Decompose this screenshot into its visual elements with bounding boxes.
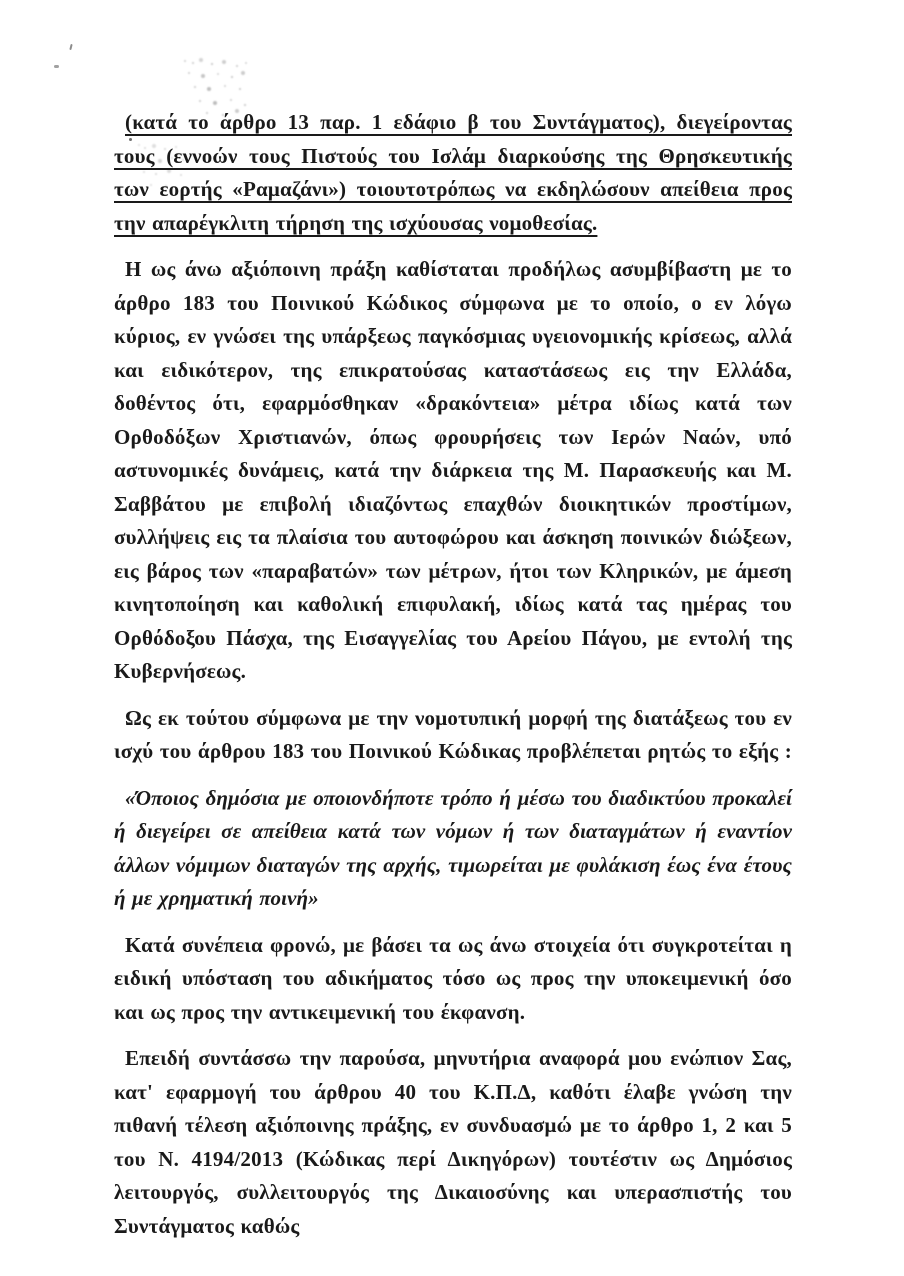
paragraph-constitution-charge: (κατά το άρθρο 13 παρ. 1 εδάφιο β του Συντάγματος), διεγείροντας τους (εννοών τους Πιστούς του Ισλάμ διαρκούσης της Θρησκευτικής των εορτής «Ραμαζάνι») τοιουτοτρόπως να εκδηλώσουν απείθεια προς την απαρέγκλιτη τήρηση της ισχύουσας νομοθεσίας.: [114, 110, 792, 235]
paragraph-closing-grounds: Επειδή συντάσσω την παρούσα, μηνυτήρια αναφορά μου ενώπιον Σας, κατ' εφαρμογή του άρθρου 40 του Κ.Π.Δ, καθότι έλαβε γνώση την πιθανή τέλεση αξιόποινης πράξης, εν συνδυασμώ με το άρθρο 1, 2 και 5 του Ν. 4194/2013 (Κώδικας περί Δικηγόρων) τουτέστιν ως Δημόσιος λειτουργός, συλλειτουργός της Δικαιοσύνης και υπερασπιστής του Συντάγματος καθώς: [114, 1046, 792, 1238]
paragraph-statute-quote: «Όποιος δημόσια με οποιονδήποτε τρόπο ή μέσω του διαδικτύου προκαλεί ή διεγείρει σε απείθεια κατά των νόμων ή των διαταγμάτων ή εναντίον άλλων νόμιμων διαταγών της αρχής, τιμωρείται με φυλάκιση έως ένα έτους ή με χρηματική ποινή»: [114, 785, 792, 910]
paragraph-offense-analysis: Η ως άνω αξιόποινη πράξη καθίσταται προδήλως ασυμβίβαστη με το άρθρο 183 του Ποινικού Κώδικος σύμφωνα με το οποίο, ο εν λόγω κύριος, εν γνώσει της υπάρξεως παγκόσμιας υγειονομικής κρίσεως, αλλά και ειδικότερον, της επικρατούσας καταστάσεως εις την Ελλάδα, δοθέντος ότι, εφαρμόσθηκαν «δρακόντεια» μέτρα ιδίως κατά των Ορθοδόξων Χριστιανών, όπως φρουρήσεις των Ιερών Ναών, υπό αστυνομικές δυνάμεις, κατά την διάρκεια της Μ. Παρασκευής και Μ. Σαββάτου με επιβολή ιδιαζόντως επαχθών διοικητικών προστίμων, συλλήψεις εις τα πλαίσια του αυτοφώρου και άσκηση ποινικών διώξεων, εις βάρος των «παραβατών» των μέτρων, ήτοι των Κληρικών, με άμεση κινητοποίηση και καθολική επιφυλακή, ιδίως κατά τας ημέρας του Ορθόδοξου Πάσχα, της Εισαγγελίας του Αρείου Πάγου, με εντολή της Κυβερνήσεως.: [114, 257, 792, 683]
stray-mark: [54, 65, 59, 68]
paragraph-statute-intro: Ως εκ τούτου σύμφωνα με την νομοτυπική μορφή της διατάξεως του εν ισχύ του άρθρου 183 του Ποινικού Κώδικας προβλέπεται ρητώς το εξής :: [114, 705, 792, 763]
stray-mark: [69, 44, 72, 50]
ink-smudge: [184, 60, 186, 62]
document-body: [114, 106, 792, 1256]
paragraph-conclusion: Κατά συνέπεια φρονώ, με βάσει τα ως άνω στοιχεία ότι συγκροτείται η ειδική υπόσταση του αδικήματος τόσο ως προς την υποκειμενική όσο και ως προς την αντικειμενική του έκφανση.: [114, 932, 792, 1024]
